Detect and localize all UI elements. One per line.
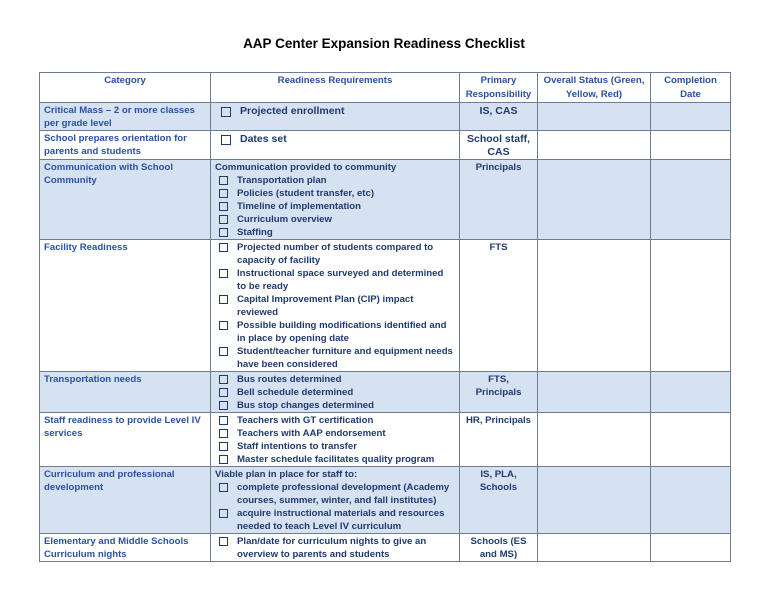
checklist-item-label: Dates set [240, 133, 287, 145]
checklist-item[interactable] [215, 386, 455, 399]
responsibility-cell: School staff, CAS [460, 131, 538, 160]
table-row [40, 240, 731, 372]
checkbox-icon[interactable] [219, 228, 228, 237]
checkbox-icon[interactable] [219, 215, 228, 224]
requirements-cell [211, 372, 460, 413]
checklist-item[interactable] [215, 293, 455, 319]
status-cell[interactable] [538, 372, 651, 413]
completion-date-cell[interactable] [651, 240, 731, 372]
checklist-item-label: Projected number of students compared to capacity of facility [237, 242, 434, 266]
completion-date-cell[interactable] [651, 131, 731, 160]
requirements-cell [211, 240, 460, 372]
requirements-intro: Communication provided to community [215, 162, 397, 173]
header-responsibility: Primary Responsibility [460, 73, 538, 103]
status-cell[interactable] [538, 131, 651, 160]
responsibility-cell: FTS, Principals [460, 372, 538, 413]
status-cell[interactable] [538, 160, 651, 240]
checklist-item-label: Bus routes determined [237, 374, 342, 385]
checklist-item[interactable] [215, 105, 455, 118]
checklist-item-label: complete professional development (Academy courses, summer, winter, and fall institutes) [237, 482, 450, 506]
checkbox-icon[interactable] [219, 269, 228, 278]
requirements-cell [211, 103, 460, 131]
checkbox-icon[interactable] [219, 295, 228, 304]
table-row [40, 103, 731, 131]
checklist-item[interactable] [215, 187, 455, 200]
checklist-item[interactable] [215, 345, 455, 371]
checkbox-icon[interactable] [219, 388, 228, 397]
checklist-item[interactable] [215, 267, 455, 293]
category-cell: Curriculum and professional development [40, 467, 211, 534]
checklist-item[interactable] [215, 373, 455, 386]
checkbox-icon[interactable] [219, 416, 228, 425]
checklist-item-label: Staff intentions to transfer [237, 441, 357, 452]
checklist-item-label: Bus stop changes determined [237, 400, 375, 411]
checklist-item-label: Staffing [237, 227, 273, 238]
responsibility-cell: FTS [460, 240, 538, 372]
category-cell: Elementary and Middle Schools Curriculum nights [40, 534, 211, 562]
checkbox-icon[interactable] [219, 321, 228, 330]
category-cell: Critical Mass – 2 or more classes per grade level [40, 103, 211, 131]
checklist-item[interactable] [215, 213, 455, 226]
status-cell[interactable] [538, 103, 651, 131]
checklist-item-label: Transportation plan [237, 175, 327, 186]
checklist-item-label: Projected enrollment [240, 105, 345, 117]
completion-date-cell[interactable] [651, 103, 731, 131]
responsibility-cell: HR, Principals [460, 413, 538, 467]
checklist-item[interactable] [215, 200, 455, 213]
requirements-cell [211, 131, 460, 160]
checklist-item-label: Student/teacher furniture and equipment needs have been considered [237, 346, 453, 370]
checkbox-icon[interactable] [221, 135, 231, 145]
status-cell[interactable] [538, 534, 651, 562]
checkbox-icon[interactable] [219, 176, 228, 185]
checkbox-icon[interactable] [219, 243, 228, 252]
checklist-item-label: Instructional space surveyed and determined to be ready [237, 268, 444, 292]
requirements-cell [211, 413, 460, 467]
requirements-cell [211, 160, 460, 240]
completion-date-cell[interactable] [651, 160, 731, 240]
table-row [40, 534, 731, 562]
checklist-item[interactable] [215, 481, 455, 507]
status-cell[interactable] [538, 467, 651, 534]
status-cell[interactable] [538, 413, 651, 467]
page-title: AAP Center Expansion Readiness Checklist [243, 36, 525, 51]
checkbox-icon[interactable] [219, 537, 228, 546]
checkbox-icon[interactable] [221, 107, 231, 117]
checklist-item-label: Timeline of implementation [237, 201, 362, 212]
checklist-item[interactable] [215, 507, 455, 533]
checklist-item[interactable] [215, 174, 455, 187]
checklist-item-label: Master schedule facilitates quality program [237, 454, 435, 465]
table-row [40, 372, 731, 413]
completion-date-cell[interactable] [651, 372, 731, 413]
checklist-item-label: Policies (student transfer, etc) [237, 188, 375, 199]
table-row [40, 131, 731, 160]
header-status: Overall Status (Green, Yellow, Red) [538, 73, 651, 103]
header-requirements: Readiness Requirements [211, 73, 460, 103]
status-cell[interactable] [538, 240, 651, 372]
checklist-item-label: Plan/date for curriculum nights to give an overview to parents and students [237, 536, 427, 560]
category-cell: Transportation needs [40, 372, 211, 413]
requirements-cell [211, 534, 460, 562]
category-cell: Staff readiness to provide Level IV services [40, 413, 211, 467]
checklist-item[interactable] [215, 226, 455, 239]
completion-date-cell[interactable] [651, 534, 731, 562]
checklist-item-label: acquire instructional materials and resources needed to teach Level IV curriculum [237, 508, 445, 532]
checklist-item-label: Possible building modifications identified and in place by opening date [237, 320, 447, 344]
checklist-item-label: Teachers with AAP endorsement [237, 428, 386, 439]
responsibility-cell: Principals [460, 160, 538, 240]
category-cell: Communication with School Community [40, 160, 211, 240]
completion-date-cell[interactable] [651, 467, 731, 534]
responsibility-cell: IS, CAS [460, 103, 538, 131]
checkbox-icon[interactable] [219, 429, 228, 438]
checkbox-icon[interactable] [219, 202, 228, 211]
checklist-item-label: Curriculum overview [237, 214, 332, 225]
category-cell: Facility Readiness [40, 240, 211, 372]
table-row [40, 413, 731, 467]
checkbox-icon[interactable] [219, 189, 228, 198]
checkbox-icon[interactable] [219, 483, 228, 492]
checkbox-icon[interactable] [219, 455, 228, 464]
header-completion: Completion Date [651, 73, 731, 103]
table-row [40, 160, 731, 240]
checklist-item-label: Teachers with GT certification [237, 415, 374, 426]
header-category: Category [40, 73, 211, 103]
checkbox-icon[interactable] [219, 509, 228, 518]
checkbox-icon[interactable] [219, 375, 228, 384]
category-cell: School prepares orientation for parents and students [40, 131, 211, 160]
checklist-item[interactable] [215, 535, 455, 561]
checklist-item[interactable] [215, 453, 455, 466]
responsibility-cell: Schools (ES and MS) [460, 534, 538, 562]
table-row [40, 467, 731, 534]
requirements-cell [211, 467, 460, 534]
checklist-item-label: Bell schedule determined [237, 387, 354, 398]
readiness-checklist-table [39, 72, 731, 562]
header-row [40, 73, 731, 103]
checklist-item[interactable] [215, 414, 455, 427]
checklist-item[interactable] [215, 399, 455, 412]
checklist-item[interactable] [215, 427, 455, 440]
completion-date-cell[interactable] [651, 413, 731, 467]
checklist-item[interactable] [215, 440, 455, 453]
checklist-item[interactable] [215, 133, 455, 146]
checkbox-icon[interactable] [219, 347, 228, 356]
checkbox-icon[interactable] [219, 401, 228, 410]
checklist-item[interactable] [215, 241, 455, 267]
checklist-item[interactable] [215, 319, 455, 345]
checklist-item-label: Capital Improvement Plan (CIP) impact reviewed [237, 294, 414, 318]
requirements-intro: Viable plan in place for staff to: [215, 469, 358, 480]
responsibility-cell: IS, PLA, Schools [460, 467, 538, 534]
checkbox-icon[interactable] [219, 442, 228, 451]
